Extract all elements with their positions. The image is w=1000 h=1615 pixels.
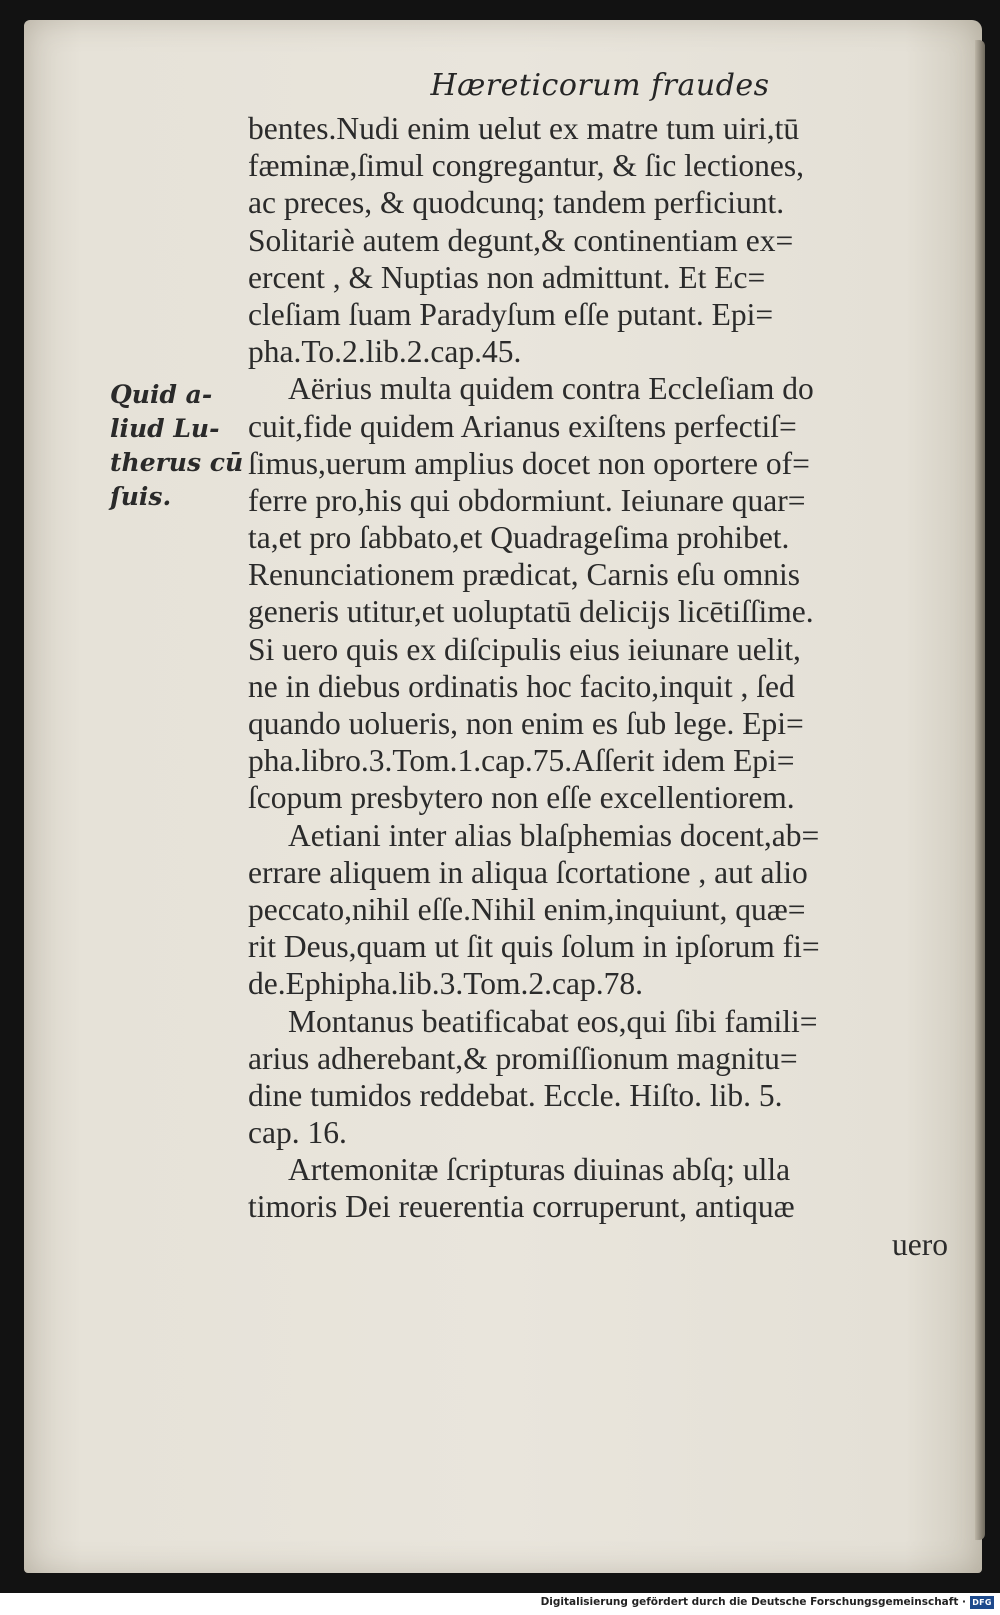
marginal-line: liud Lu-: [110, 414, 220, 443]
marginal-line: ſuis.: [110, 482, 172, 511]
body-text: [248, 110, 956, 1263]
text-line: ferre pro,his qui obdormiunt. Ieiunare quar=: [248, 482, 806, 518]
running-head: [0, 68, 1000, 103]
text-line: cuit,fide quidem Arianus exiſtens perfectiſ=: [248, 408, 797, 444]
text-line: cleſiam ſuam Paradyſum eſſe putant. Epi=: [248, 296, 774, 332]
text-line: ta,et pro ſabbato,et Quadrageſima prohibet.: [248, 520, 790, 556]
text-line: ſimus,uerum amplius docet non oportere of=: [248, 445, 810, 481]
text-line: Si uero quis ex diſcipulis eius ieiunare uelit,: [248, 631, 801, 667]
text-line: timoris Dei reuerentia corruperunt, antiquæ: [248, 1189, 795, 1225]
text-line: dine tumidos reddebat. Eccle. Hiſto. lib. 5.: [248, 1077, 783, 1113]
text-line: fæminæ,ſimul congregantur, & ſic lectiones,: [248, 148, 805, 184]
text-line: rit Deus,quam ut ſit quis ſolum in ipſorum fi=: [248, 929, 820, 965]
text-line: ſcopum presbytero non eſſe excellentiorem.: [248, 780, 795, 816]
text-line: Renunciationem prædicat, Carnis eſu omnis: [248, 557, 801, 593]
text-line: arius adherebant,& promiſſionum magnitu=: [248, 1040, 798, 1076]
text-line: Aërius multa quidem contra Eccleſiam do: [288, 371, 814, 407]
dfg-logo-icon: DFG: [970, 1596, 994, 1609]
text-line: Artemonitæ ſcripturas diuinas abſq; ulla: [288, 1152, 791, 1188]
text-line: bentes.Nudi enim uelut ex matre tum uiri,tū: [248, 111, 800, 146]
text-line: Aetiani inter alias blaſphemias docent,ab=: [288, 817, 820, 853]
text-line: de.Ephipha.lib.3.Tom.2.cap.78.: [248, 966, 643, 1002]
marginal-line: Quid a-: [110, 380, 213, 409]
text-line: ac preces, & quodcunq; tandem perficiunt.: [248, 185, 785, 221]
marginal-note: [110, 378, 246, 514]
page-edge: [975, 40, 985, 1540]
text-line: quando uolueris, non enim es ſub lege. Epi=: [248, 706, 804, 741]
text-line: Montanus beatificabat eos,qui ſibi famili=: [288, 1003, 818, 1039]
text-line: pha.To.2.lib.2.cap.45.: [248, 334, 522, 370]
running-head-text: Hæreticorum fraudes: [430, 68, 770, 103]
text-line: pha.libro.3.Tom.1.cap.75.Aſſerit idem Epi=: [248, 743, 795, 779]
text-line: errare aliquem in aliqua ſcortatione , aut alio: [248, 854, 808, 890]
text-line: ne in diebus ordinatis hoc facito,inquit , ſed: [248, 668, 795, 704]
text-line: cap. 16.: [248, 1115, 347, 1151]
funding-credit: Digitalisierung gefördert durch die Deutsche Forschungsgemeinschaft ·: [540, 1596, 966, 1608]
catchword: uero: [892, 1226, 948, 1262]
text-line: generis utitur,et uoluptatū delicijs licētiſſime.: [248, 594, 814, 630]
text-line: peccato,nihil eſſe.Nihil enim,inquiunt, quæ=: [248, 891, 806, 927]
text-line: Solitariè autem degunt,& continentiam ex=: [248, 222, 794, 258]
text-line: ercent , & Nuptias non admittunt. Et Ec=: [248, 259, 766, 295]
marginal-line: therus cū: [110, 448, 244, 477]
